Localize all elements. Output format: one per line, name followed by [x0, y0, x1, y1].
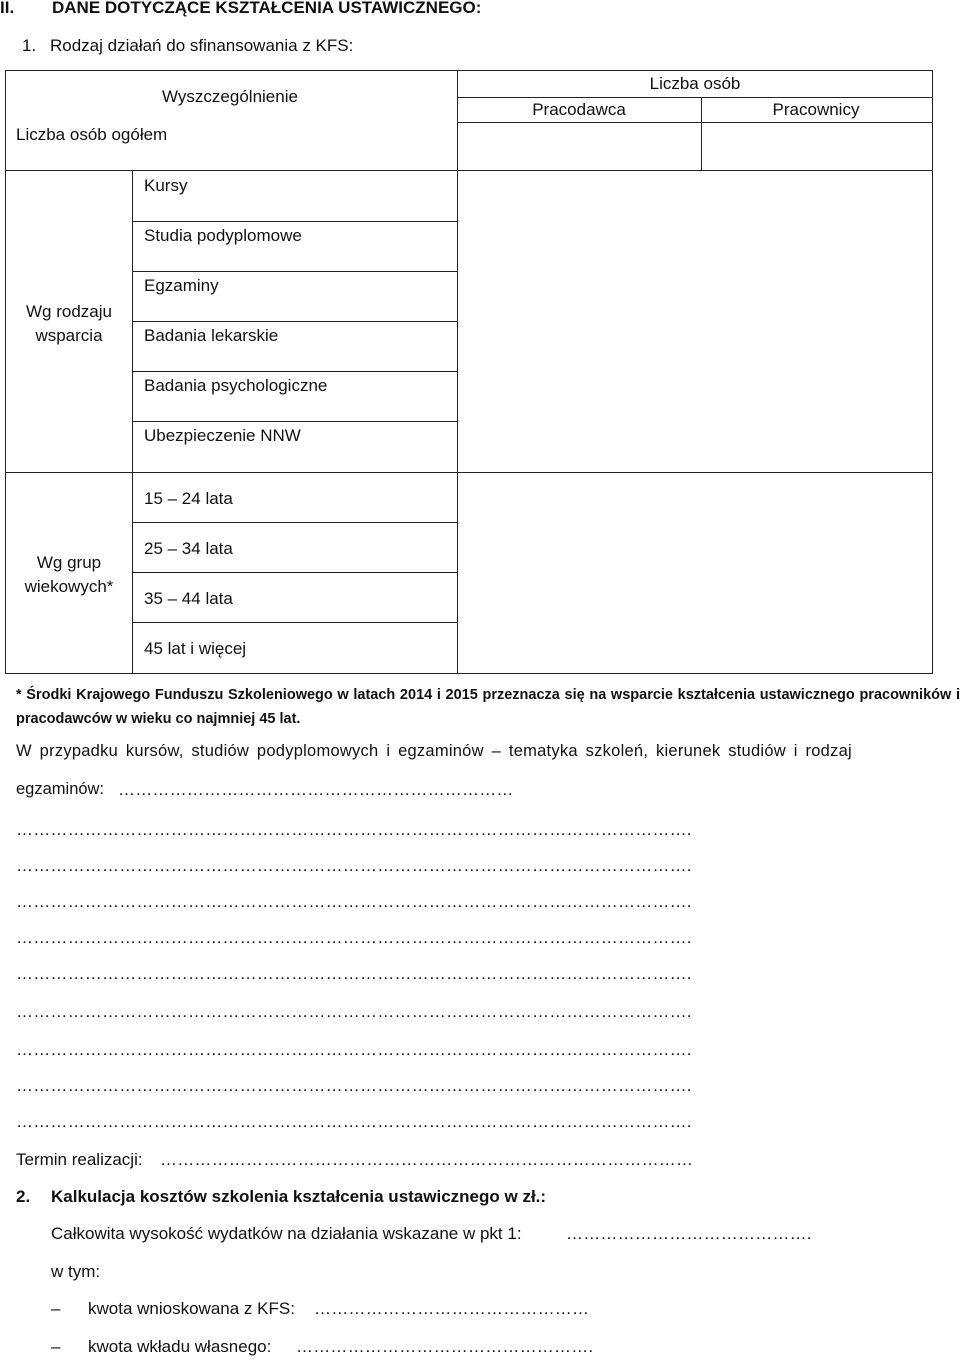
row-label-age-35-44: 35 – 44 lata — [144, 589, 233, 608]
row-label-age-45-plus: 45 lat i więcej — [144, 639, 247, 658]
row-label-badania-psychologiczne: Badania psychologiczne — [144, 376, 328, 395]
topic-label: egzaminów: — [16, 780, 105, 798]
kwota-wlasna-dots[interactable]: ……………………………………………. — [296, 1337, 594, 1356]
section-title: DANE DOTYCZĄCE KSZTAŁCENIA USTAWICZNEGO: — [52, 0, 482, 17]
kwota-kfs-label: kwota wnioskowana z KFS: — [88, 1299, 295, 1318]
footnote: * Środki Krajowego Funduszu Szkoleniowego w latach 2014 i 2015 przeznacza się na wsparcie kształcenia ustawicznego pracowników i pracodawców w wieku co najmniej 45 lat. — [16, 687, 960, 727]
cell-support-values[interactable] — [458, 171, 932, 472]
w-tym-label: w tym: — [51, 1262, 101, 1281]
row-label-badania-lekarskie: Badania lekarskie — [144, 326, 279, 345]
item2-number: 2. — [16, 1187, 31, 1206]
section-number: II. — [0, 0, 15, 17]
row-label-studia: Studia podyplomowe — [144, 226, 302, 245]
kwota-kfs-dash: – — [51, 1299, 61, 1318]
dotted-line-1[interactable]: ………………………………………………………………………………………………………. — [16, 820, 692, 839]
header-pracodawca: Pracodawca — [532, 100, 626, 119]
dotted-line-6[interactable]: ………………………………………………………………………………………………………. — [16, 1002, 692, 1021]
dotted-line-8[interactable]: ………………………………………………………………………………………………………. — [16, 1076, 692, 1095]
dotted-line-7[interactable]: ………………………………………………………………………………………………………. — [16, 1040, 692, 1059]
topic-paragraph: W przypadku kursów, studiów podyplomowych i egzaminów – tematyka szkoleń, kierunek studiów i rodzaj — [16, 742, 852, 760]
group-support-label: Wg rodzaju wsparcia — [26, 302, 112, 345]
termin-label: Termin realizacji: — [16, 1150, 143, 1169]
dotted-line-5[interactable]: ………………………………………………………………………………………………………. — [16, 964, 692, 983]
item1-title: Rodzaj działań do sfinansowania z KFS: — [50, 36, 354, 55]
header-wyszczegolnienie: Wyszczególnienie — [162, 87, 298, 106]
row-label-egzaminy: Egzaminy — [144, 276, 219, 295]
row-label-kursy: Kursy — [144, 176, 188, 195]
cell-ogolem-pracodawca[interactable] — [458, 123, 701, 170]
total-cost-label: Całkowita wysokość wydatków na działania wskazane w pkt 1: — [51, 1224, 522, 1243]
item2-title: Kalkulacja kosztów szkolenia kształcenia ustawicznego w zł.: — [51, 1187, 547, 1206]
dotted-line-3[interactable]: ………………………………………………………………………………………………………. — [16, 892, 692, 911]
kwota-kfs-dots[interactable]: ………………………………………… — [314, 1299, 590, 1318]
dotted-line-9[interactable]: ………………………………………………………………………………………………………. — [16, 1112, 692, 1131]
kwota-wlasna-dash: – — [51, 1337, 61, 1356]
dotted-line-4[interactable]: ………………………………………………………………………………………………………. — [16, 928, 692, 947]
row-label-age-25-34: 25 – 34 lata — [144, 539, 233, 558]
termin-dots[interactable]: ………………………………………………………………………………… — [160, 1150, 694, 1169]
item1-number: 1. — [22, 36, 37, 55]
group-age-label: Wg grup wiekowych* — [24, 553, 114, 596]
topic-dots[interactable]: …………………………………………………………… — [118, 780, 514, 799]
header-liczba-osob: Liczba osób — [649, 74, 741, 93]
cell-ogolem-pracownicy[interactable] — [702, 123, 932, 170]
header-pracownicy: Pracownicy — [772, 100, 860, 119]
total-cost-dots[interactable]: ……………………………………. — [566, 1224, 812, 1243]
cell-age-values[interactable] — [458, 473, 932, 673]
kwota-wlasna-label: kwota wkładu własnego: — [88, 1337, 272, 1356]
header-liczba-osob-ogolem: Liczba osób ogółem — [16, 125, 168, 144]
row-label-age-15-24: 15 – 24 lata — [144, 489, 233, 508]
dotted-line-2[interactable]: ………………………………………………………………………………………………………. — [16, 856, 692, 875]
row-label-ubezpieczenie: Ubezpieczenie NNW — [144, 426, 301, 445]
